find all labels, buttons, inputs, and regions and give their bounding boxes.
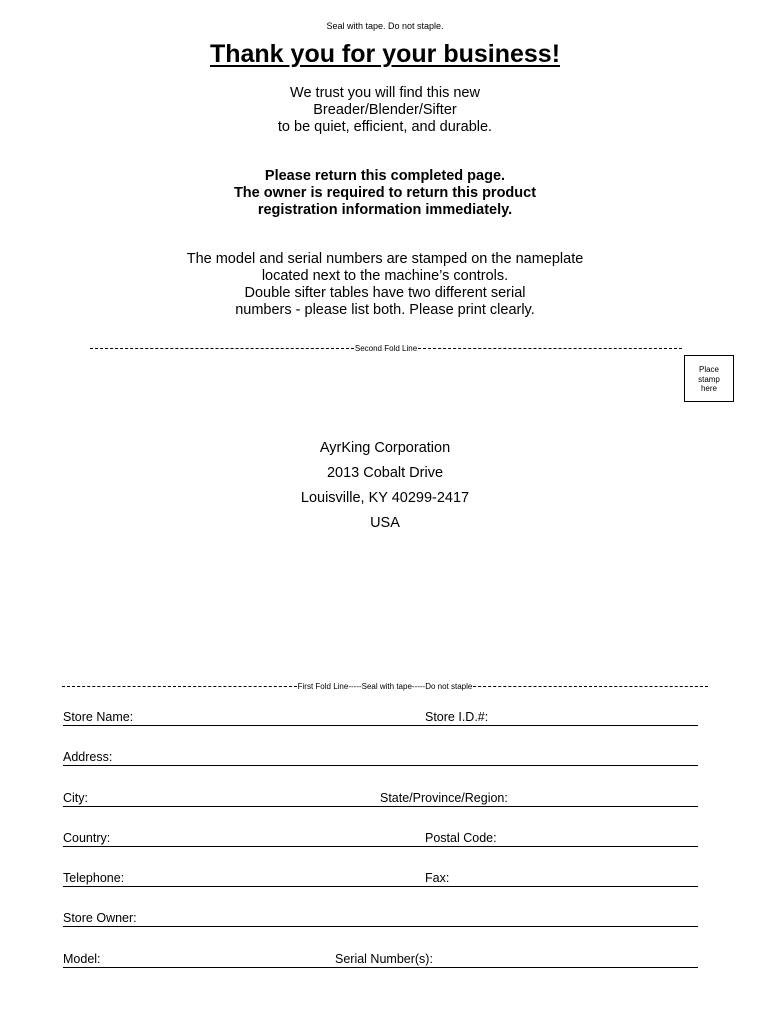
telephone-field: Telephone: xyxy=(63,871,125,885)
stamp-text: here xyxy=(700,384,717,393)
info-line: numbers - please list both. Please print clearly. xyxy=(235,302,535,318)
address-field: Address: xyxy=(63,750,113,764)
country-field: Country: xyxy=(63,831,111,845)
store-owner-row[interactable] xyxy=(63,910,698,927)
store-name-field: Store Name: xyxy=(63,710,134,724)
info-line: The model and serial numbers are stamped on the nameplate xyxy=(186,251,584,267)
second-fold-label: Second Fold Line xyxy=(354,344,418,353)
postal-code-field: Postal Code: xyxy=(425,831,497,845)
fax-field: Fax: xyxy=(425,871,450,885)
page-title xyxy=(0,40,770,69)
return-line: registration information immediately. xyxy=(257,202,513,218)
return-notice xyxy=(0,168,770,219)
intro-paragraph xyxy=(0,85,770,136)
store-row[interactable] xyxy=(63,709,698,726)
intro-line: to be quiet, efficient, and durable. xyxy=(277,119,493,135)
address-line: USA xyxy=(370,515,400,531)
address-line: AyrKing Corporation xyxy=(319,440,451,456)
model-field: Model: xyxy=(63,952,101,966)
return-line: Please return this completed page. xyxy=(264,168,506,184)
return-line: The owner is required to return this product xyxy=(233,185,537,201)
serial-numbers-field: Serial Number(s): xyxy=(335,952,433,966)
first-fold-line xyxy=(62,682,708,691)
info-line: located next to the machine’s controls. xyxy=(261,268,509,284)
store-owner-field: Store Owner: xyxy=(63,911,137,925)
telephone-row[interactable] xyxy=(63,870,698,887)
address-line: Louisville, KY 40299-2417 xyxy=(300,490,470,506)
store-id-field: Store I.D.#: xyxy=(425,710,489,724)
stamp-text: Place xyxy=(698,365,719,374)
first-fold-label: First Fold Line-----Seal with tape-----Do not staple xyxy=(297,682,473,691)
fold-dash xyxy=(473,686,708,687)
stamp-box xyxy=(684,355,734,402)
top-note: Seal with tape. Do not staple. xyxy=(326,21,444,31)
serial-info xyxy=(0,251,770,319)
address-row[interactable] xyxy=(63,749,698,766)
city-field: City: xyxy=(63,791,88,805)
mailing-address xyxy=(0,436,770,536)
info-line: Double sifter tables have two different serial xyxy=(244,285,526,301)
fold-dash xyxy=(62,686,297,687)
page-title-text: Thank you for your business! xyxy=(209,40,561,68)
city-row[interactable] xyxy=(63,790,698,807)
stamp-text: stamp xyxy=(698,374,720,384)
address-line: 2013 Cobalt Drive xyxy=(326,465,444,481)
model-row[interactable] xyxy=(63,951,698,968)
intro-line: Breader/Blender/Sifter xyxy=(313,102,457,118)
fold-dash xyxy=(418,348,682,349)
second-fold-line xyxy=(90,344,682,353)
state-field: State/Province/Region: xyxy=(380,791,508,805)
intro-line: We trust you will find this new xyxy=(290,85,480,101)
country-row[interactable] xyxy=(63,830,698,847)
fold-dash xyxy=(90,348,354,349)
